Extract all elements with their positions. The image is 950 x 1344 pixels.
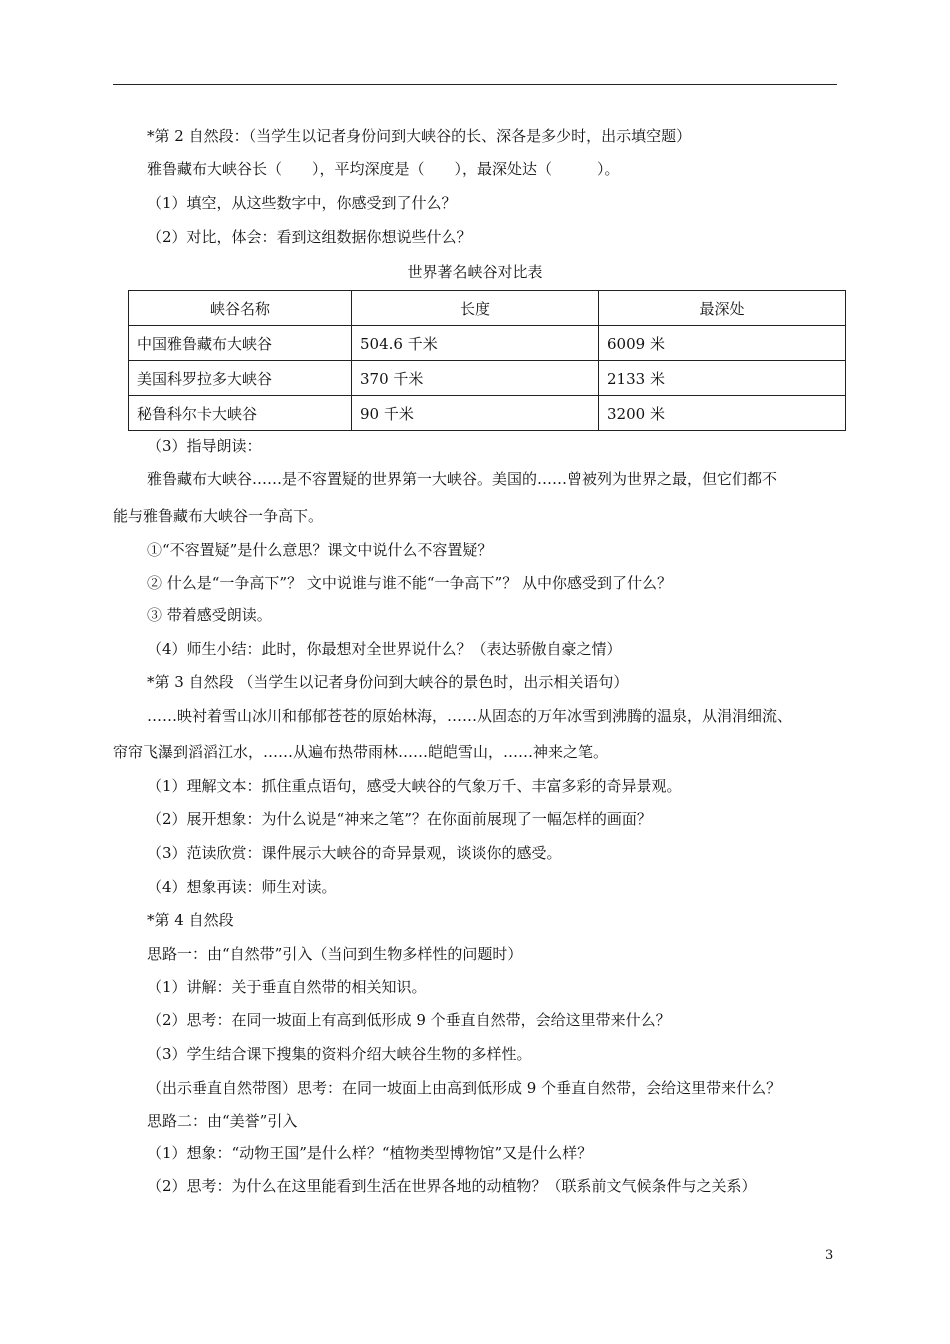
column-header: 长度 xyxy=(352,291,599,326)
table-cell: 中国雅鲁藏布大峡谷 xyxy=(129,326,352,361)
task-4: （4）师生小结：此时，你最想对全世界说什么？（表达骄傲自豪之情） xyxy=(147,640,622,658)
column-header: 最深处 xyxy=(599,291,846,326)
paragraph-3-heading: *第 3 自然段 （当学生以记者身份问到大峡谷的景色时，出示相关语句） xyxy=(147,673,629,691)
approach-2-step-1: （1）想象：“动物王国”是什么样？“植物类型博物馆”又是什么样？ xyxy=(147,1144,593,1162)
table-cell: 美国科罗拉多大峡谷 xyxy=(129,361,352,396)
approach-2-step-2: （2）思考：为什么在这里能看到生活在世界各地的动植物？（联系前文气候条件与之关系） xyxy=(147,1177,757,1195)
task-3: （3）指导朗读： xyxy=(147,437,262,455)
canyon-comparison-table xyxy=(128,290,846,431)
table-row xyxy=(129,326,846,361)
table-cell: 370 千米 xyxy=(352,361,599,396)
table-cell: 504.6 千米 xyxy=(352,326,599,361)
column-header: 峡谷名称 xyxy=(129,291,352,326)
fill-blank-line: 雅鲁藏布大峡谷长（ ），平均深度是（ ），最深处达（ ）。 xyxy=(147,160,620,178)
approach-1-note: （出示垂直自然带图）思考：在同一坡面上由高到低形成 9 个垂直自然带，会给这里带来什么？ xyxy=(147,1079,782,1097)
question-2: ② 什么是“一争高下”？ 文中说谁与谁不能“一争高下”？ 从中你感受到了什么？ xyxy=(147,574,672,592)
approach-1-step-3: （3）学生结合课下搜集的资料介绍大峡谷生物的多样性。 xyxy=(147,1045,532,1063)
approach-1-step-1: （1）讲解：关于垂直自然带的相关知识。 xyxy=(147,978,427,996)
step-4: （4）想象再读：师生对读。 xyxy=(147,878,337,896)
table-cell: 6009 米 xyxy=(599,326,846,361)
table-caption: 世界著名峡谷对比表 xyxy=(407,263,543,281)
table-cell: 2133 米 xyxy=(599,361,846,396)
task-1: （1）填空，从这些数字中，你感受到了什么？ xyxy=(147,194,457,212)
table-row xyxy=(129,361,846,396)
scenery-line-1: ……映衬着雪山冰川和郁郁苍苍的原始林海，……从固态的万年冰雪到沸腾的温泉，从涓涓细流、 xyxy=(147,707,793,725)
page-number: 3 xyxy=(825,1248,834,1263)
quote-line-1: 雅鲁藏布大峡谷……是不容置疑的世界第一大峡谷。美国的……曾被列为世界之最，但它们都不 xyxy=(147,470,778,488)
question-3: ③ 带着感受朗读。 xyxy=(147,606,272,624)
paragraph-4-heading: *第 4 自然段 xyxy=(147,911,234,929)
table-cell: 秘鲁科尔卡大峡谷 xyxy=(129,396,352,431)
paragraph-2-heading: *第 2 自然段：（当学生以记者身份问到大峡谷的长、深各是多少时，出示填空题） xyxy=(147,127,692,145)
approach-1-heading: 思路一：由“自然带”引入（当问到生物多样性的问题时） xyxy=(147,945,523,963)
quote-line-2: 能与雅鲁藏布大峡谷一争高下。 xyxy=(113,507,324,525)
approach-1-step-2: （2）思考：在同一坡面上有高到低形成 9 个垂直自然带，会给这里带来什么？ xyxy=(147,1011,671,1029)
table-cell: 3200 米 xyxy=(599,396,846,431)
approach-2-heading: 思路二：由“美誉”引入 xyxy=(147,1112,298,1130)
table-cell: 90 千米 xyxy=(352,396,599,431)
question-1: ①“不容置疑”是什么意思？课文中说什么不容置疑？ xyxy=(147,541,493,559)
table-row xyxy=(129,396,846,431)
scenery-line-2: 帘帘飞瀑到滔滔江水，……从遍布热带雨林……皑皑雪山，……神来之笔。 xyxy=(113,743,609,761)
step-3: （3）范读欣赏：课件展示大峡谷的奇异景观，谈谈你的感受。 xyxy=(147,844,562,862)
table-header-row xyxy=(129,291,846,326)
step-2: （2）展开想象：为什么说是“神来之笔”？在你面前展现了一幅怎样的画面？ xyxy=(147,810,652,828)
step-1: （1）理解文本：抓住重点语句，感受大峡谷的气象万千、丰富多彩的奇异景观。 xyxy=(147,777,682,795)
header-rule xyxy=(113,84,837,85)
task-2: （2）对比，体会：看到这组数据你想说些什么？ xyxy=(147,228,472,246)
